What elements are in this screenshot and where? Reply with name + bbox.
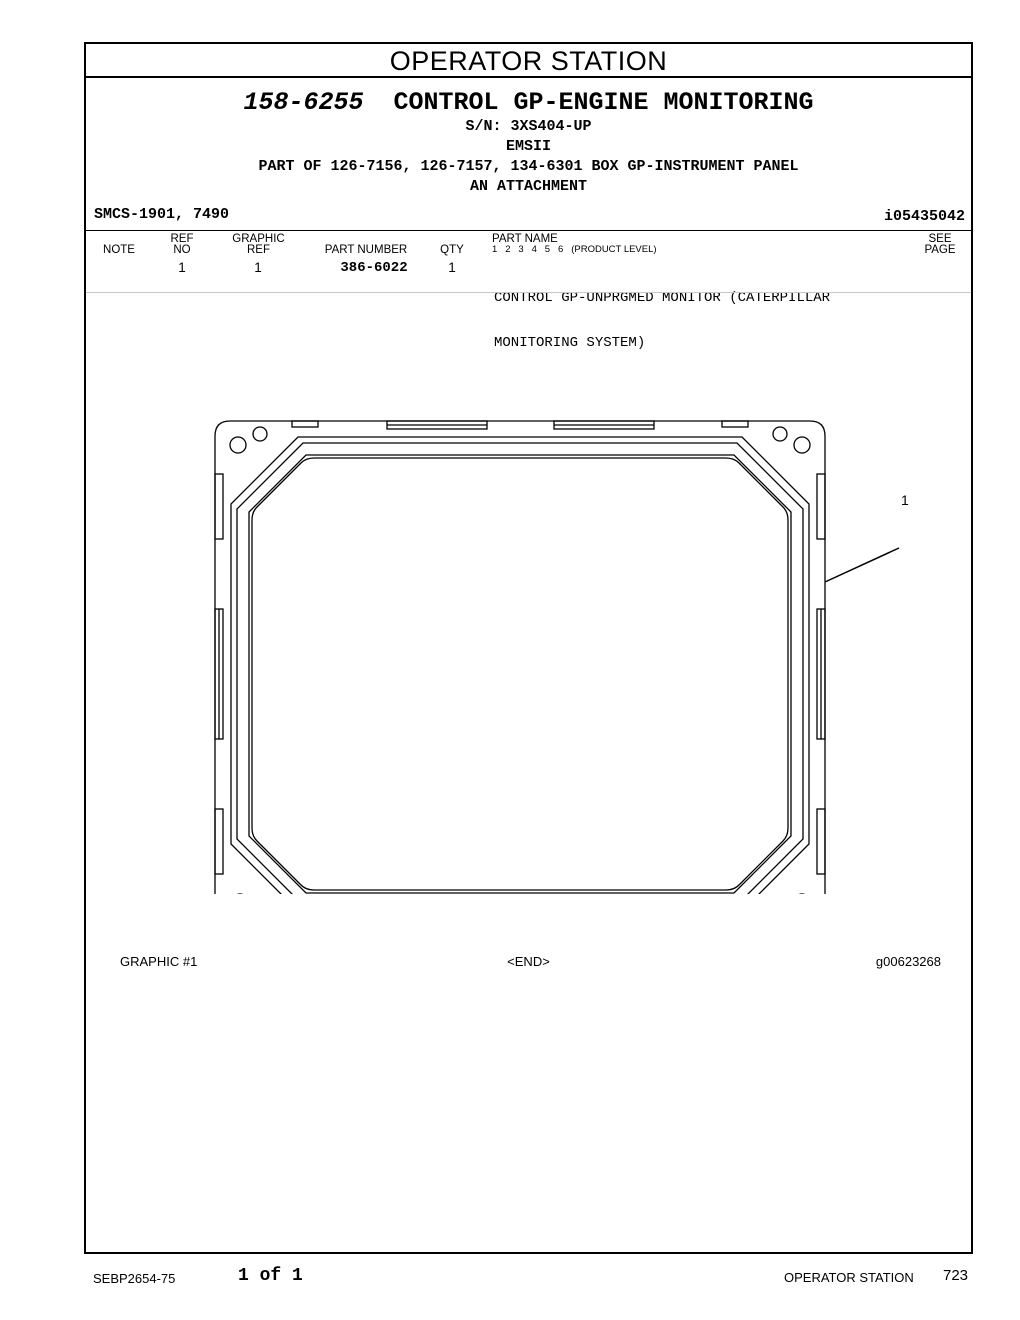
title-divider xyxy=(86,76,971,78)
top-tab-corner-left xyxy=(292,421,318,427)
end-marker: <END> xyxy=(507,954,550,969)
col-ref-no-top: REF xyxy=(170,233,194,245)
illustration-id: i05435042 xyxy=(883,208,965,225)
doc-id: SEBP2654-75 xyxy=(93,1271,176,1286)
col-ref-no-bottom: NO xyxy=(173,244,191,256)
part-of-line: PART OF 126-7156, 126-7157, 134-6301 BOX GP-INSTRUMENT PANEL xyxy=(258,158,799,175)
col-see-page-bottom: PAGE xyxy=(924,244,956,256)
right-tab-bottom xyxy=(817,809,825,874)
attachment-line: AN ATTACHMENT xyxy=(469,178,588,195)
col-graphic-ref xyxy=(226,234,291,256)
row-ref-no: 1 xyxy=(178,260,186,275)
col-product-levels: 1 2 3 4 5 6 (PRODUCT LEVEL) xyxy=(492,244,657,255)
left-tab-bottom xyxy=(215,809,223,874)
page-of: 1 of 1 xyxy=(238,1266,303,1286)
col-see-page xyxy=(912,234,968,256)
hole-tl-2 xyxy=(253,427,267,441)
hole-tr-1 xyxy=(794,437,810,453)
monitor-illustration xyxy=(196,364,916,894)
row-part-name-line1: CONTROL GP-UNPRGMED MONITOR (CATERPILLAR xyxy=(494,290,831,306)
page-frame xyxy=(84,42,973,1254)
serial-number: S/N: 3XS404-UP xyxy=(465,118,592,135)
graphic-label: GRAPHIC #1 xyxy=(120,954,198,969)
callout-label: 1 xyxy=(901,492,909,508)
col-ref-no xyxy=(162,234,202,256)
col-part-name: PART NAME xyxy=(492,233,558,245)
screen-opening xyxy=(252,458,788,890)
group-number: 158-6255 xyxy=(243,88,364,117)
housing-outer-outline xyxy=(215,421,825,894)
top-tab-corner-right xyxy=(722,421,748,427)
footer-section: OPERATOR STATION xyxy=(784,1270,914,1285)
col-graphic-ref-top: GRAPHIC xyxy=(232,233,285,245)
row-qty: 1 xyxy=(448,260,456,275)
row-graphic-ref: 1 xyxy=(254,260,262,275)
row-part-number: 386-6022 xyxy=(340,260,408,276)
group-name: CONTROL GP-ENGINE MONITORING xyxy=(393,88,814,117)
right-tab-top xyxy=(817,474,825,539)
col-graphic-ref-bottom: REF xyxy=(247,244,270,256)
column-header-divider xyxy=(86,230,971,231)
callout-leader xyxy=(825,548,899,582)
bezel-inner xyxy=(249,455,791,893)
table-row xyxy=(86,260,971,351)
smcs-codes: SMCS-1901, 7490 xyxy=(94,206,230,223)
col-see-page-top: SEE xyxy=(928,233,952,245)
hole-tr-2 xyxy=(773,427,787,441)
graphic-id: g00623268 xyxy=(875,954,941,969)
group-title xyxy=(86,88,971,117)
row-divider xyxy=(86,292,971,293)
row-part-name xyxy=(494,261,830,381)
bezel-outer xyxy=(231,437,809,894)
hole-tl-1 xyxy=(230,437,246,453)
engine-designation: EMSII xyxy=(505,138,551,155)
page-number: 723 xyxy=(943,1267,969,1284)
left-tab-top xyxy=(215,474,223,539)
row-part-name-line2: MONITORING SYSTEM) xyxy=(494,335,646,351)
bezel-middle xyxy=(237,443,803,894)
col-qty: QTY xyxy=(440,244,464,256)
section-title: OPERATOR STATION xyxy=(389,46,668,76)
col-part-number: PART NUMBER xyxy=(324,244,408,256)
col-note: NOTE xyxy=(103,244,135,256)
